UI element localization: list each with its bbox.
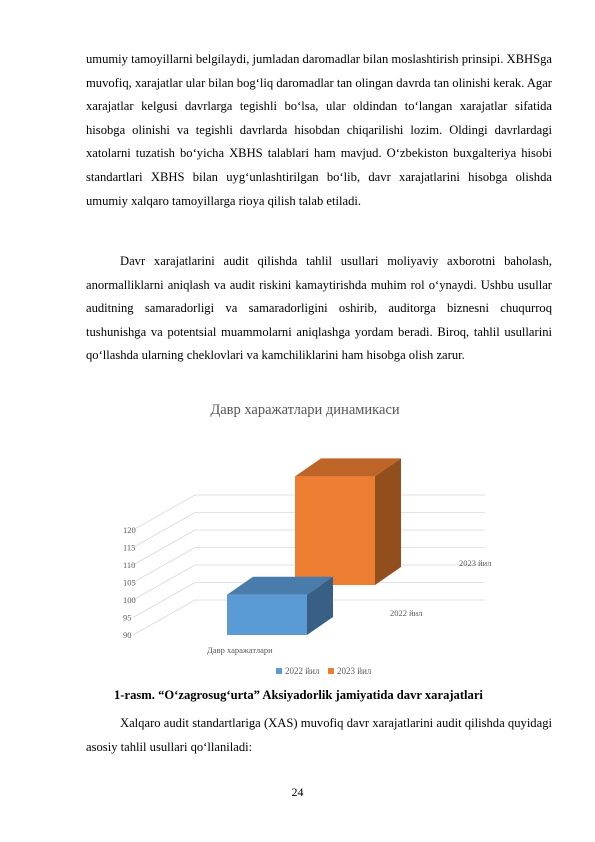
depth-label-2023: 2023 йил xyxy=(459,558,492,568)
gridline-diagonal xyxy=(133,600,195,635)
legend-swatch-2023 xyxy=(328,668,334,674)
gridline-diagonal xyxy=(133,495,195,530)
gridline-diagonal xyxy=(133,513,195,548)
y-tick-label: 95 xyxy=(123,612,132,623)
page-number: 24 xyxy=(291,785,304,799)
y-tick-label: 110 xyxy=(123,560,136,570)
legend xyxy=(276,666,372,676)
category-label: Давр харажатлари xyxy=(207,645,273,655)
y-tick-label: 105 xyxy=(123,577,136,588)
figure-caption: 1-rasm. “O‘zagrosug‘urta” Aksiyadorlik jamiyatida davr xarajatlari xyxy=(114,688,483,702)
legend-label-2022: 2022 йил xyxy=(285,666,320,676)
paragraph-1: umumiy tamoyillarni belgilaydi, jumladan daromadlar bilan moslashtirish prinsipi. XBHSga muvofiq, xarajatlar ular bilan bog‘liq daromadlar tan olingan davrda tan olinishi kerak. Agar xarajatlar kelgusi davrlarga tegishli bo‘lsa, ular oldindan to‘langan xarajatlar sifatida hisobga olinishi va tegishli davrlarda hisobdan chiqarilishi lozim. Oldingi davrlardagi xatolarni tuzatish bo‘yicha XBHS talablari ham mavjud. O‘zbekiston buxgalteriya hisobi standartlari XBHS bilan uyg‘unlashtirilgan bo‘lib, davr xarajatlarini hisobga olishda umumiy xalqaro tamoyillarga rioya qilish talab etiladi. xyxy=(86,52,552,208)
bars xyxy=(227,458,401,635)
paragraph-3: Xalqaro audit standartlariga (XAS) muvofiq davr xarajatlarini audit qilishda quyidagi asosiy tahlil usullari qo‘llaniladi: xyxy=(86,716,552,754)
paragraph-2: Davr xarajatlarini audit qilishda tahlil usullari moliyaviy axborotni baholash, anormalliklarni aniqlash va audit riskini kamaytirishda muhim rol o‘ynaydi. Ushbu usullar auditning samaradorligi va samaradorligini oshirib, auditorga biznesni chuqurroq tushunishga va potentsial muammolarni aniqlashga yordam beradi. Biroq, tahlil usullarini qo‘llashda ularning cheklovlari va kamchiliklarini ham hisobga olish zarur. xyxy=(86,254,552,363)
depth-label-2022: 2022 йил xyxy=(390,608,423,618)
y-tick-label: 115 xyxy=(123,542,136,553)
gridline-diagonal xyxy=(133,548,195,583)
gridline-diagonal xyxy=(133,583,195,618)
bar-front-2023 xyxy=(295,476,375,585)
legend-label-2023: 2023 йил xyxy=(337,666,372,676)
bar-front-2022 xyxy=(227,595,307,635)
bar-side-2023 xyxy=(375,458,401,585)
y-tick-label: 90 xyxy=(123,630,132,640)
gridline-diagonal xyxy=(133,530,195,565)
legend-swatch-2022 xyxy=(276,668,282,674)
bar-chart-3d xyxy=(105,390,505,680)
chart-title: Давр харажатлари динамикаси xyxy=(210,402,400,418)
y-tick-labels xyxy=(123,525,136,640)
gridline-diagonal xyxy=(133,565,195,600)
y-tick-label: 120 xyxy=(123,525,136,535)
y-tick-label: 100 xyxy=(123,595,136,605)
